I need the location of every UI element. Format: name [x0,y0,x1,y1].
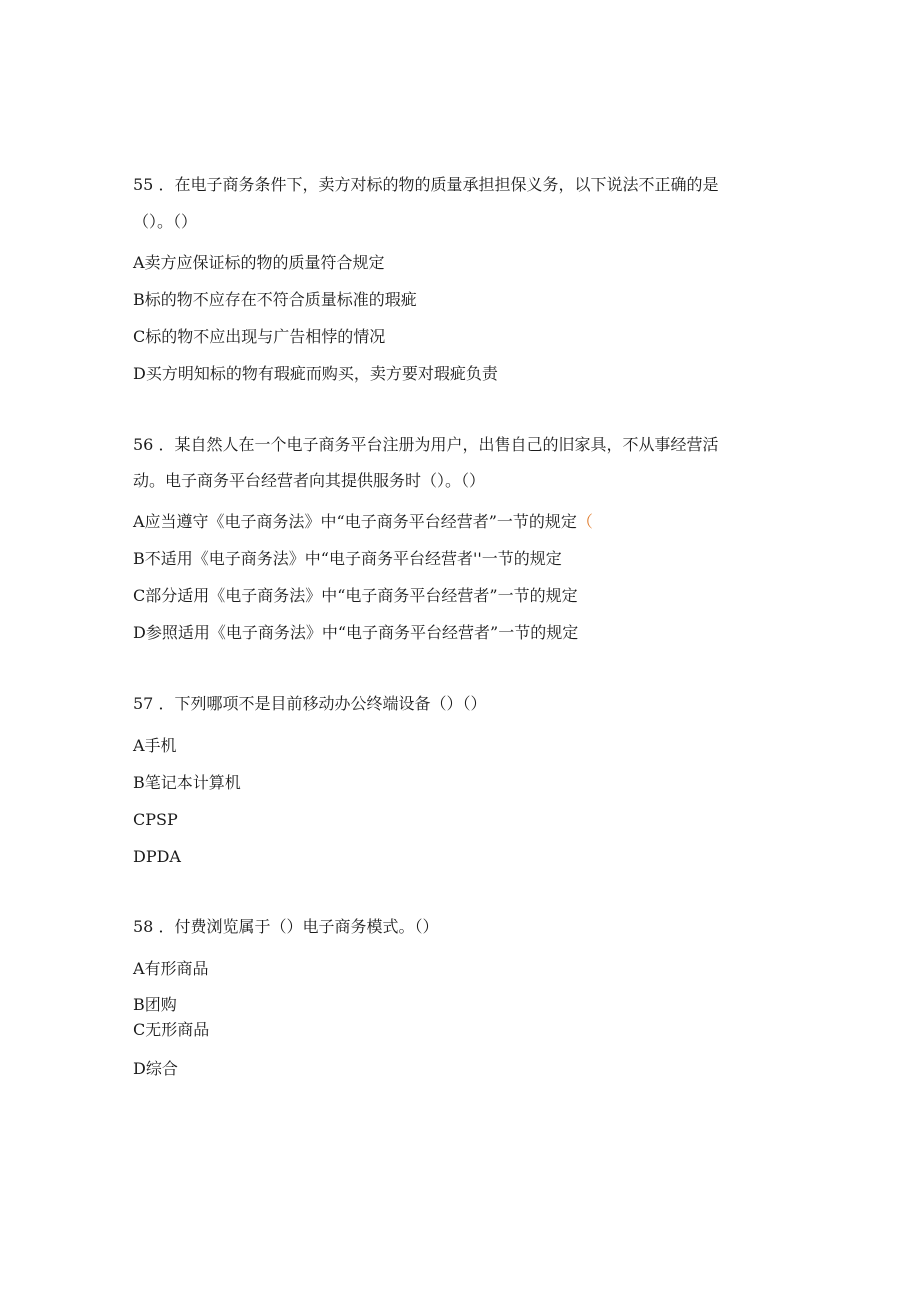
question-57-option-d: DPDA [133,847,181,866]
question-55-option-d: D买方明知标的物有瑕疵而购买，卖方要对瑕疵负责 [133,364,498,383]
question-55-stem-line-1: 55 ．在电子商务条件下，卖方对标的物的质量承担担保义务，以下说法不正确的是 [133,175,719,194]
question-56-option-a [133,512,593,532]
question-56-option-a-text: A应当遵守《电子商务法》中“电子商务平台经营者”一节的规定 [133,512,577,531]
question-58-option-c: C无形商品 [133,1020,210,1039]
question-58-option-a: A有形商品 [133,959,209,978]
question-55-option-c: C标的物不应出现与广告相悖的情况 [133,327,386,346]
question-56-option-d: D参照适用《电子商务法》中“电子商务平台经营者”一节的规定 [133,623,579,642]
question-58-option-d: D综合 [133,1059,178,1078]
question-57-option-a: A手机 [133,736,177,755]
question-55-stem-line-2: （）。（） [133,212,198,231]
question-56-option-b: B不适用《电子商务法》中“电子商务平台经营者''一节的规定 [133,549,562,568]
question-58-stem: 58 ．付费浏览属于（）电子商务模式。（） [133,917,439,936]
question-55-option-b: B标的物不应存在不符合质量标准的瑕疵 [133,290,417,309]
question-58-option-b: B团购 [133,995,177,1014]
question-57-option-c: CPSP [133,810,178,829]
question-56-option-a-mark: （ [576,512,593,531]
question-56-stem-line-2: 动。电子商务平台经营者向其提供服务时（）。（） [133,471,486,490]
question-56-stem-line-1: 56 ．某自然人在一个电子商务平台注册为用户，出售自己的旧家具，不从事经营活 [133,435,719,454]
question-57-option-b: B笔记本计算机 [133,773,241,792]
question-57-stem: 57 ．下列哪项不是目前移动办公终端设备（）（） [133,694,487,713]
question-55-option-a: A卖方应保证标的物的质量符合规定 [133,253,385,272]
question-56-option-c: C部分适用《电子商务法》中“电子商务平台经营者”一节的规定 [133,586,578,605]
